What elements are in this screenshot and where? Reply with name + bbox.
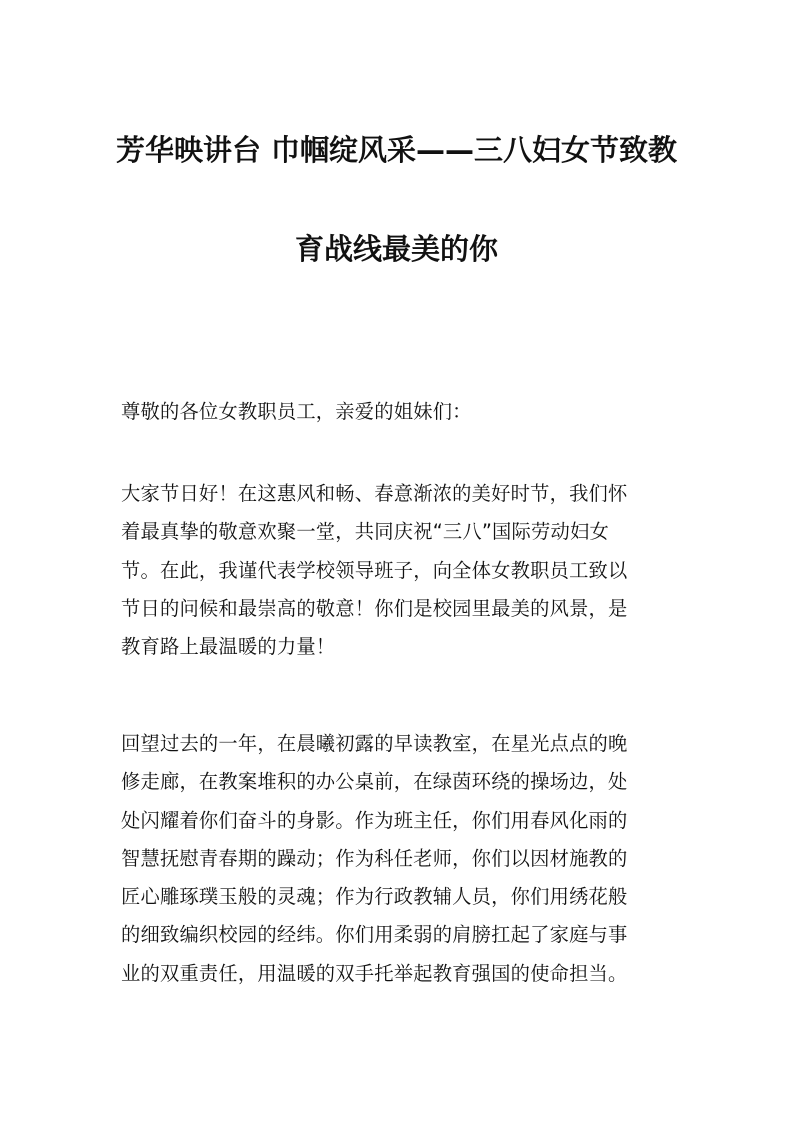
paragraph-line: 智慧抚慰青春期的躁动；作为科任老师，你们以因材施教的 [121, 846, 628, 870]
paragraph-line: 节日的问候和最崇高的敬意！你们是校园里最美的风景，是 [121, 596, 628, 620]
paragraph-line: 修走廊，在教案堆积的办公桌前，在绿茵环绕的操场边，处 [121, 770, 628, 794]
paragraph-line: 业的双重责任，用温暖的双手托举起教育强国的使命担当。 [121, 961, 628, 985]
paragraph-line: 的细致编织校园的经纬。你们用柔弱的肩膀扛起了家庭与事 [121, 923, 628, 947]
document-title-line-1: 芳华映讲台 巾帼绽风采——三八妇女节致教 [115, 133, 678, 167]
document-title-line-2: 育战线最美的你 [294, 232, 498, 266]
paragraph-line: 节。在此，我谨代表学校领导班子，向全体女教职员工致以 [121, 558, 628, 582]
paragraph-line: 回望过去的一年，在晨曦初露的早读教室，在星光点点的晚 [121, 732, 628, 755]
paragraph-line: 教育路上最温暖的力量！ [121, 635, 336, 659]
salutation-text: 尊敬的各位女教职员工，亲爱的姐妹们： [121, 400, 472, 423]
salutation [121, 393, 681, 431]
paragraph-line: 大家节日好！在这惠风和畅、春意渐浓的美好时节，我们怀 [121, 482, 628, 505]
paragraph-1 [121, 475, 681, 666]
paragraph-line: 匠心雕琢璞玉般的灵魂；作为行政教辅人员，你们用绣花般 [121, 885, 628, 909]
paragraph-2 [121, 725, 681, 993]
paragraph-line: 处闪耀着你们奋斗的身影。作为班主任，你们用春风化雨的 [121, 808, 628, 832]
paragraph-line: 着最真挚的敬意欢聚一堂，共同庆祝“三八”国际劳动妇女 [121, 520, 609, 544]
